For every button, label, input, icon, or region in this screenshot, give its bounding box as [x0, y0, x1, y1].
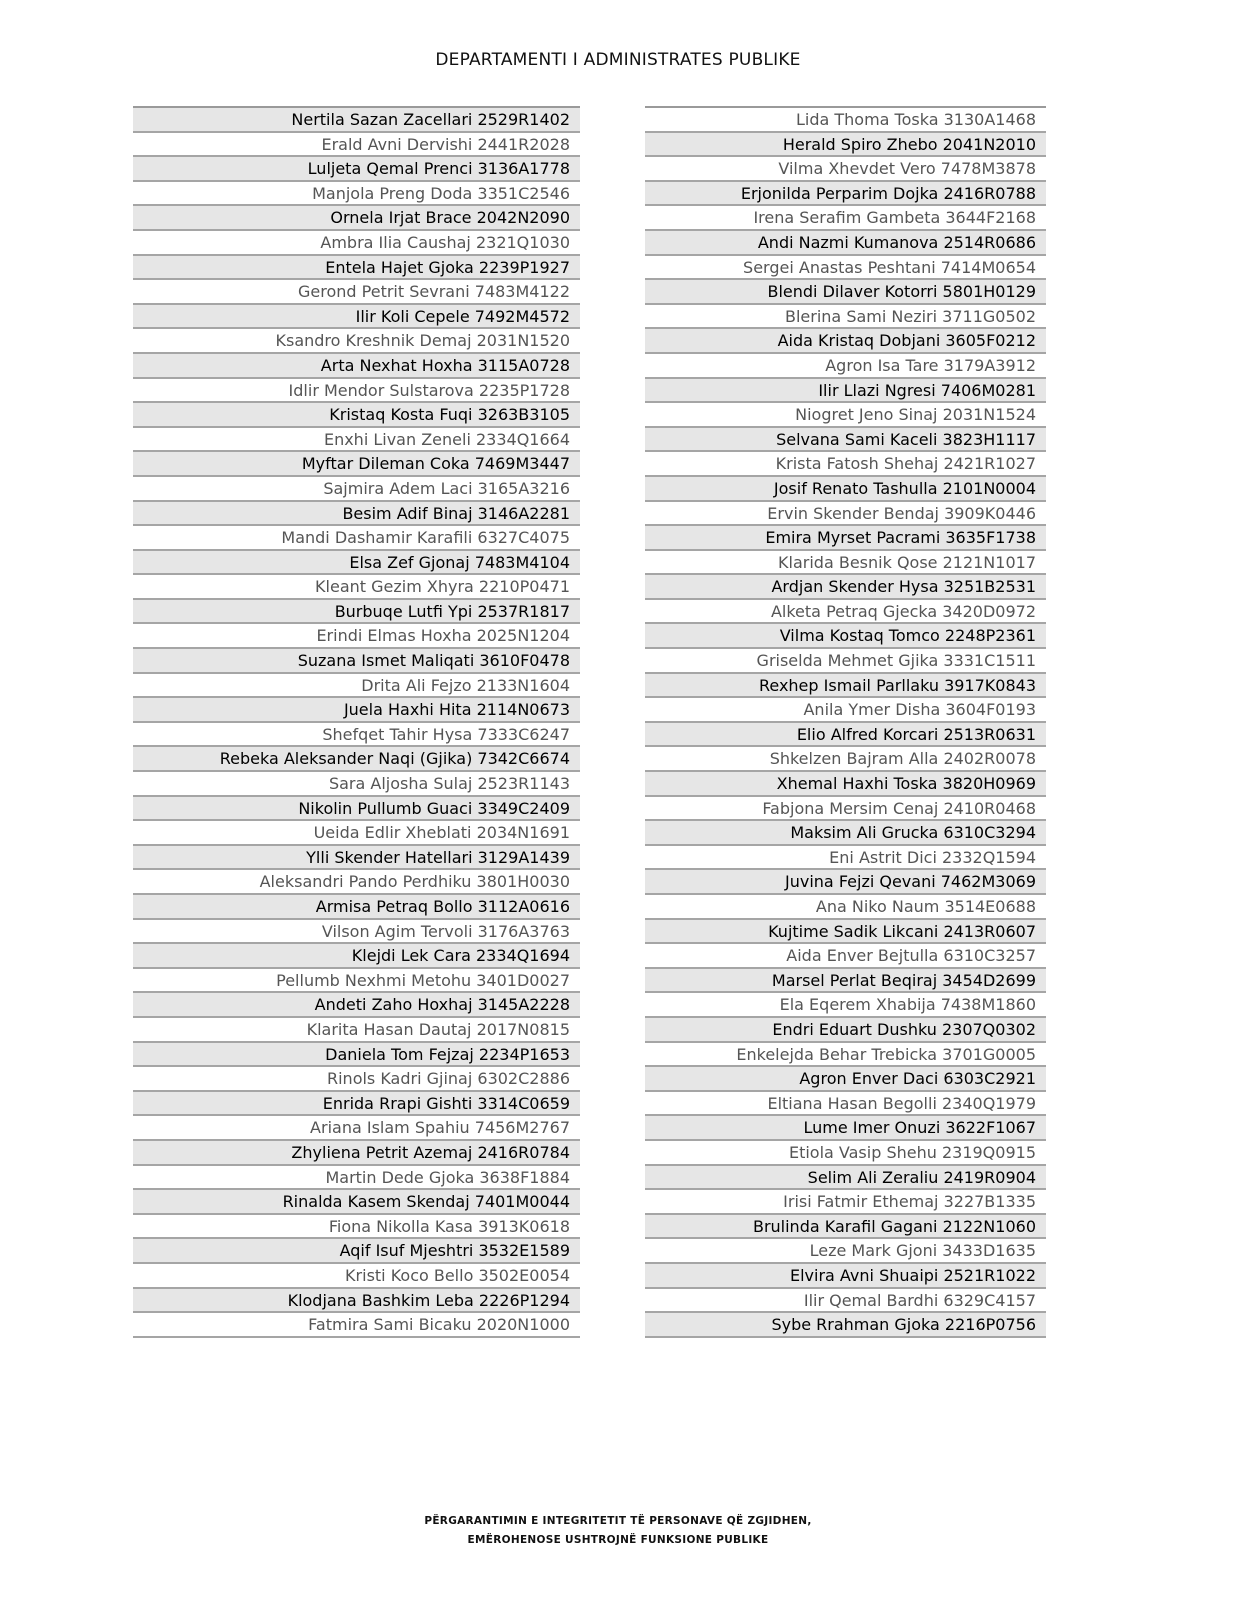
list-item: Vilma Kostaq Tomco 2248P2361: [645, 624, 1046, 649]
list-item: Aleksandri Pando Perdhiku 3801H0030: [133, 870, 580, 895]
list-item: Eni Astrit Dici 2332Q1594: [645, 846, 1046, 871]
list-item: Griselda Mehmet Gjika 3331C1511: [645, 649, 1046, 674]
list-item: Fiona Nikolla Kasa 3913K0618: [133, 1215, 580, 1240]
list-item: Burbuqe Lutfi Ypi 2537R1817: [133, 600, 580, 625]
list-item: Rebeka Aleksander Naqi (Gjika) 7342C6674: [133, 747, 580, 772]
list-item: Suzana Ismet Maliqati 3610F0478: [133, 649, 580, 674]
list-item: Sara Aljosha Sulaj 2523R1143: [133, 772, 580, 797]
list-item: Selim Ali Zeraliu 2419R0904: [645, 1166, 1046, 1191]
list-item: Leze Mark Gjoni 3433D1635: [645, 1239, 1046, 1264]
list-item: Shefqet Tahir Hysa 7333C6247: [133, 723, 580, 748]
list-item: Endri Eduart Dushku 2307Q0302: [645, 1018, 1046, 1043]
list-item: Myftar Dileman Coka 7469M3447: [133, 452, 580, 477]
list-item: Lume Imer Onuzi 3622F1067: [645, 1116, 1046, 1141]
list-item: Arta Nexhat Hoxha 3115A0728: [133, 354, 580, 379]
list-item: Erald Avni Dervishi 2441R2028: [133, 133, 580, 158]
list-item: Ardjan Skender Hysa 3251B2531: [645, 575, 1046, 600]
list-item: Manjola Preng Doda 3351C2546: [133, 182, 580, 207]
list-item: Ilir Koli Cepele 7492M4572: [133, 305, 580, 330]
list-item: Idlir Mendor Sulstarova 2235P1728: [133, 379, 580, 404]
list-item: Besim Adif Binaj 3146A2281: [133, 502, 580, 527]
list-item: Krista Fatosh Shehaj 2421R1027: [645, 452, 1046, 477]
list-item: Nikolin Pullumb Guaci 3349C2409: [133, 797, 580, 822]
list-item: Rinols Kadri Gjinaj 6302C2886: [133, 1067, 580, 1092]
list-item: Daniela Tom Fejzaj 2234P1653: [133, 1043, 580, 1068]
list-item: Kujtime Sadik Likcani 2413R0607: [645, 920, 1046, 945]
list-item: Sajmira Adem Laci 3165A3216: [133, 477, 580, 502]
list-item: Juvina Fejzi Qevani 7462M3069: [645, 870, 1046, 895]
list-item: Kleant Gezim Xhyra 2210P0471: [133, 575, 580, 600]
footer: [0, 1512, 1236, 1550]
list-item: Blendi Dilaver Kotorri 5801H0129: [645, 280, 1046, 305]
list-item: Enkelejda Behar Trebicka 3701G0005: [645, 1043, 1046, 1068]
list-item: Nertila Sazan Zacellari 2529R1402: [133, 108, 580, 133]
list-item: Pellumb Nexhmi Metohu 3401D0027: [133, 969, 580, 994]
list-item: Zhyliena Petrit Azemaj 2416R0784: [133, 1141, 580, 1166]
list-item: Klodjana Bashkim Leba 2226P1294: [133, 1289, 580, 1314]
list-item: Xhemal Haxhi Toska 3820H0969: [645, 772, 1046, 797]
list-item: Niogret Jeno Sinaj 2031N1524: [645, 403, 1046, 428]
list-item: Irisi Fatmir Ethemaj 3227B1335: [645, 1190, 1046, 1215]
list-item: Selvana Sami Kaceli 3823H1117: [645, 428, 1046, 453]
footer-line-2: EMËROHENOSE USHTROJNË FUNKSIONE PUBLIKE: [467, 1534, 769, 1546]
list-item: Entela Hajet Gjoka 2239P1927: [133, 256, 580, 281]
list-item: Eltiana Hasan Begolli 2340Q1979: [645, 1092, 1046, 1117]
list-item: Ilir Llazi Ngresi 7406M0281: [645, 379, 1046, 404]
list-item: Enxhi Livan Zeneli 2334Q1664: [133, 428, 580, 453]
list-item: Kristaq Kosta Fuqi 3263B3105: [133, 403, 580, 428]
list-item: Maksim Ali Grucka 6310C3294: [645, 821, 1046, 846]
list-item: Ksandro Kreshnik Demaj 2031N1520: [133, 329, 580, 354]
list-item: Ela Eqerem Xhabija 7438M1860: [645, 993, 1046, 1018]
list-item: Irena Serafim Gambeta 3644F2168: [645, 206, 1046, 231]
list-item: Etiola Vasip Shehu 2319Q0915: [645, 1141, 1046, 1166]
list-item: Anila Ymer Disha 3604F0193: [645, 698, 1046, 723]
list-item: Aida Enver Bejtulla 6310C3257: [645, 944, 1046, 969]
list-item: Ervin Skender Bendaj 3909K0446: [645, 502, 1046, 527]
list-item: Aida Kristaq Dobjani 3605F0212: [645, 329, 1046, 354]
list-item: Rinalda Kasem Skendaj 7401M0044: [133, 1190, 580, 1215]
list-item: Ambra Ilia Caushaj 2321Q1030: [133, 231, 580, 256]
list-item: Ylli Skender Hatellari 3129A1439: [133, 846, 580, 871]
list-item: Klarida Besnik Qose 2121N1017: [645, 551, 1046, 576]
list-item: Ilir Qemal Bardhi 6329C4157: [645, 1289, 1046, 1314]
list-item: Marsel Perlat Beqiraj 3454D2699: [645, 969, 1046, 994]
list-item: Blerina Sami Neziri 3711G0502: [645, 305, 1046, 330]
list-item: Elvira Avni Shuaipi 2521R1022: [645, 1264, 1046, 1289]
list-item: Drita Ali Fejzo 2133N1604: [133, 674, 580, 699]
list-item: Armisa Petraq Bollo 3112A0616: [133, 895, 580, 920]
list-item: Vilma Xhevdet Vero 7478M3878: [645, 157, 1046, 182]
list-item: Alketa Petraq Gjecka 3420D0972: [645, 600, 1046, 625]
list-item: Josif Renato Tashulla 2101N0004: [645, 477, 1046, 502]
list-item: Lida Thoma Toska 3130A1468: [645, 108, 1046, 133]
list-item: Ornela Irjat Brace 2042N2090: [133, 206, 580, 231]
list-item: Klejdi Lek Cara 2334Q1694: [133, 944, 580, 969]
list-item: Juela Haxhi Hita 2114N0673: [133, 698, 580, 723]
list-item: Brulinda Karafil Gagani 2122N1060: [645, 1215, 1046, 1240]
list-item: Erjonilda Perparim Dojka 2416R0788: [645, 182, 1046, 207]
list-item: Agron Enver Daci 6303C2921: [645, 1067, 1046, 1092]
list-item: Andeti Zaho Hoxhaj 3145A2228: [133, 993, 580, 1018]
list-item: Fabjona Mersim Cenaj 2410R0468: [645, 797, 1046, 822]
list-item: Martin Dede Gjoka 3638F1884: [133, 1166, 580, 1191]
page-title: DEPARTAMENTI I ADMINISTRATES PUBLIKE: [435, 50, 801, 70]
list-item: Gerond Petrit Sevrani 7483M4122: [133, 280, 580, 305]
list-item: Sergei Anastas Peshtani 7414M0654: [645, 256, 1046, 281]
list-item: Herald Spiro Zhebo 2041N2010: [645, 133, 1046, 158]
list-item: Klarita Hasan Dautaj 2017N0815: [133, 1018, 580, 1043]
list-item: Rexhep Ismail Parllaku 3917K0843: [645, 674, 1046, 699]
list-item: Sybe Rrahman Gjoka 2216P0756: [645, 1313, 1046, 1338]
list-item: Aqif Isuf Mjeshtri 3532E1589: [133, 1239, 580, 1264]
list-item: Ueida Edlir Xheblati 2034N1691: [133, 821, 580, 846]
list-item: Fatmira Sami Bicaku 2020N1000: [133, 1313, 580, 1338]
list-item: Erindi Elmas Hoxha 2025N1204: [133, 624, 580, 649]
list-item: Ariana Islam Spahiu 7456M2767: [133, 1116, 580, 1141]
list-item: Kristi Koco Bello 3502E0054: [133, 1264, 580, 1289]
list-item: Elio Alfred Korcari 2513R0631: [645, 723, 1046, 748]
list-item: Agron Isa Tare 3179A3912: [645, 354, 1046, 379]
list-item: Vilson Agim Tervoli 3176A3763: [133, 920, 580, 945]
list-item: Emira Myrset Pacrami 3635F1738: [645, 526, 1046, 551]
list-item: Andi Nazmi Kumanova 2514R0686: [645, 231, 1046, 256]
left-name-list: [133, 106, 580, 1338]
list-item: Luljeta Qemal Prenci 3136A1778: [133, 157, 580, 182]
list-item: Elsa Zef Gjonaj 7483M4104: [133, 551, 580, 576]
list-item: Shkelzen Bajram Alla 2402R0078: [645, 747, 1046, 772]
list-item: Mandi Dashamir Karafili 6327C4075: [133, 526, 580, 551]
list-item: Enrida Rrapi Gishti 3314C0659: [133, 1092, 580, 1117]
list-item: Ana Niko Naum 3514E0688: [645, 895, 1046, 920]
right-name-list: [645, 106, 1046, 1338]
footer-line-1: PËRGARANTIMIN E INTEGRITETIT TË PERSONAVE QË ZGJIDHEN,: [424, 1515, 812, 1527]
